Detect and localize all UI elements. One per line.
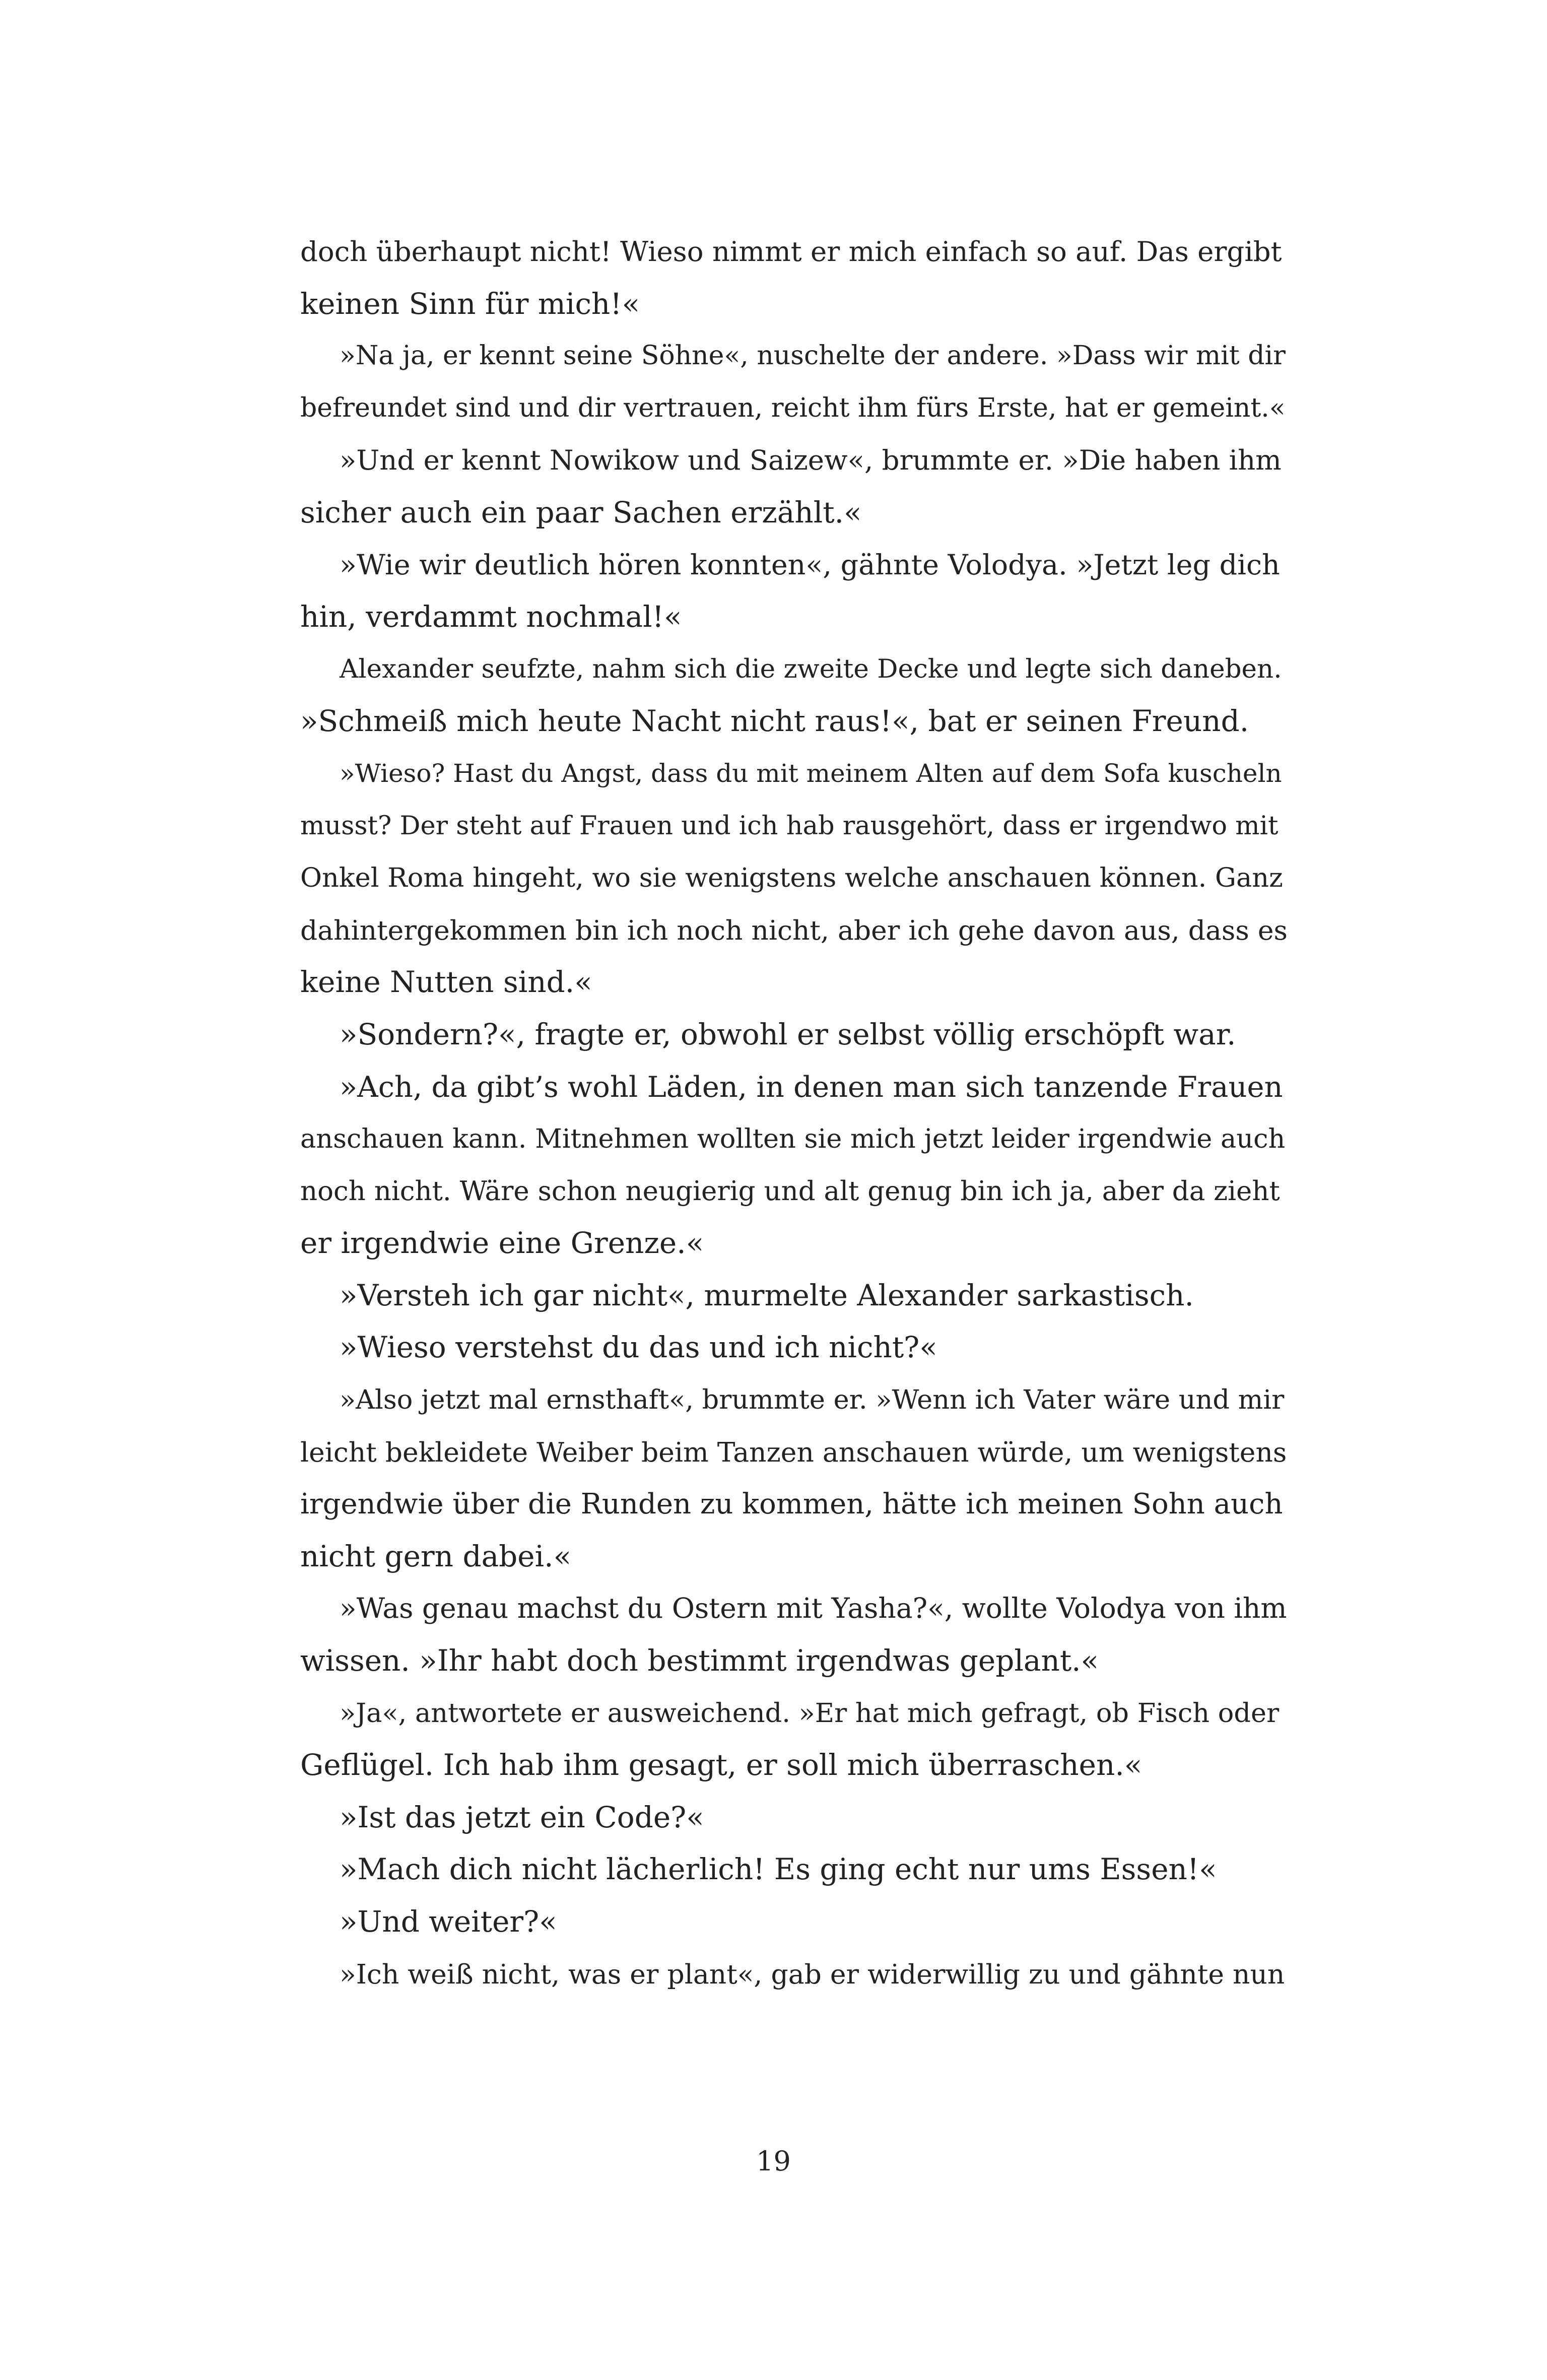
text-line: »Na ja, er kennt seine Söhne«, nuschelte der andere. »Dass wir mit dir [340,341,1286,371]
text-line: Onkel Roma hingeht, wo sie wenigstens welche anschauen können. Ganz [300,863,1283,894]
text-line: »Und weiter?« [340,1904,557,1939]
text-line: anschauen kann. Mitnehmen wollten sie mich jetzt leider irgendwie auch [300,1123,1286,1155]
text-line: »Versteh ich gar nicht«, murmelte Alexander sarkastisch. [340,1278,1194,1312]
text-line: leicht bekleidete Weiber beim Tanzen anschauen würde, um wenigstens [300,1436,1287,1468]
text-line: sicher auch ein paar Sachen erzählt.« [300,495,862,530]
text-line: »Sondern?«, fragte er, obwohl er selbst völlig erschöpft war. [340,1017,1236,1051]
text-line: »Und er kennt Nowikow und Saizew«, brummte er. »Die haben ihm [340,444,1282,477]
text-line: doch überhaupt nicht! Wieso nimmt er mich einfach so auf. Das ergibt [300,235,1282,268]
page-number: 19 [756,2145,791,2177]
text-line: nicht gern dabei.« [300,1539,572,1573]
text-line: »Ist das jetzt ein Code?« [340,1800,704,1834]
text-line: »Wie wir deutlich hören konnten«, gähnte Volodya. »Jetzt leg dich [340,548,1280,581]
text-line: »Ja«, antwortete er ausweichend. »Er hat mich gefragt, ob Fisch oder [340,1697,1280,1729]
text-line: Alexander seufzte, nahm sich die zweite Decke und legte sich daneben. [340,653,1282,684]
text-line: keine Nutten sind.« [300,965,592,1000]
body-text [300,226,1288,2000]
text-line: musst? Der steht auf Frauen und ich hab rausgehört, dass er irgendwo mit [300,811,1279,841]
text-line: er irgendwie eine Grenze.« [300,1226,704,1261]
text-line: »Wieso? Hast du Angst, dass du mit meinem Alten auf dem Sofa kuscheln [340,758,1282,788]
text-line: wissen. »Ihr habt doch bestimmt irgendwas geplant.« [300,1643,1099,1678]
text-line: »Was genau machst du Ostern mit Yasha?«, wollte Volodya von ihm [340,1592,1287,1625]
text-line: irgendwie über die Runden zu kommen, hätte ich meinen Sohn auch [300,1488,1283,1521]
text-line: noch nicht. Wäre schon neugierig und alt genug bin ich ja, aber da zieht [300,1175,1280,1207]
text-line: »Wieso verstehst du das und ich nicht?« [340,1330,937,1365]
text-line: hin, verdammt nochmal!« [300,600,682,634]
text-line: »Mach dich nicht lächerlich! Es ging echt nur ums Essen!« [340,1852,1217,1887]
text-line: Geflügel. Ich hab ihm gesagt, er soll mich überraschen.« [300,1748,1142,1782]
text-line: keinen Sinn für mich!« [300,286,640,321]
text-line: befreundet sind und dir vertrauen, reicht ihm fürs Erste, hat er gemeint.« [300,392,1286,423]
text-line: »Ich weiß nicht, was er plant«, gab er widerwillig zu und gähnte nun [340,1958,1285,1990]
text-line: dahintergekommen bin ich noch nicht, aber ich gehe davon aus, dass es [300,914,1288,946]
text-line: »Also jetzt mal ernsthaft«, brummte er. »Wenn ich Vater wäre und mir [340,1384,1285,1416]
text-line: »Ach, da gibt’s wohl Läden, in denen man sich tanzende Frauen [340,1070,1283,1104]
text-line: »Schmeiß mich heute Nacht nicht raus!«, bat er seinen Freund. [300,704,1249,739]
